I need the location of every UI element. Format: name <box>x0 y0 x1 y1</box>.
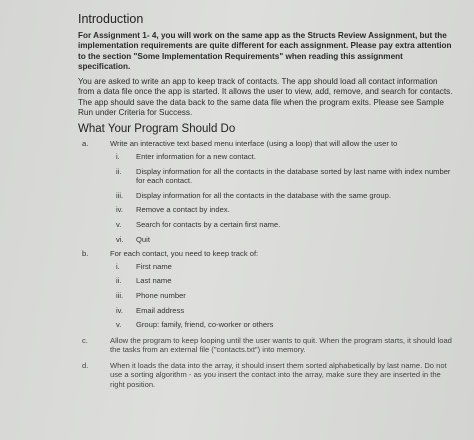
contact-fields-list <box>116 262 454 330</box>
list-marker: d. <box>82 360 89 370</box>
list-item <box>116 262 454 272</box>
list-marker: vi. <box>116 234 124 244</box>
list-item <box>116 291 454 301</box>
requirement-text: When it loads the data into the array, it should insert them sorted alphabetically by last name. Do not use a sorting algorithm - as you insert the contact into the array, make sure they are inserted in the right position. <box>110 360 447 390</box>
requirement-text: Write an interactive text based menu interface (using a loop) that will allow the user to <box>110 139 398 149</box>
list-item-text: Enter information for a new contact. <box>136 151 256 161</box>
list-marker: a. <box>82 139 89 149</box>
list-item-text: Email address <box>136 305 185 315</box>
list-item <box>116 152 454 162</box>
section-title: What Your Program Should Do <box>78 123 236 136</box>
list-item-text: Remove a contact by index. <box>136 205 230 215</box>
list-item-text: Last name <box>136 276 172 286</box>
intro-bold-paragraph: For Assignment 1- 4, you will work on the same app as the Structs Review Assignment, but the implementation requirements are quite different for each assignment. Please pay extra attention to the section "Some Implementation Requirements" when reading this assignment specification. <box>78 31 452 71</box>
list-marker: iii. <box>116 290 124 300</box>
list-item <box>116 306 454 316</box>
list-item <box>116 205 454 215</box>
list-marker: iii. <box>116 190 124 200</box>
requirement-text: For each contact, you need to keep track of: <box>110 249 259 259</box>
list-item-text: Phone number <box>136 290 186 300</box>
requirements-section <box>78 139 454 389</box>
requirement-a <box>82 139 454 149</box>
list-item <box>116 220 454 230</box>
page-title: Introduction <box>78 12 144 26</box>
list-item <box>116 276 454 286</box>
menu-items-list <box>116 152 454 244</box>
list-item <box>116 320 454 330</box>
list-item-text: Group: family, friend, co-worker or others <box>136 320 274 330</box>
list-item-text: First name <box>136 261 172 271</box>
list-item-text: Quit <box>136 234 150 244</box>
list-item-text: Display information for all the contacts in the database with the same group. <box>136 190 391 200</box>
requirement-b <box>82 249 454 259</box>
list-marker: i. <box>116 151 120 161</box>
list-item-text: Display information for all the contacts in the database sorted by last name with index number for each contact. <box>136 166 451 186</box>
list-marker: c. <box>82 335 88 345</box>
requirement-d <box>82 360 454 390</box>
list-item <box>116 167 454 186</box>
list-item <box>116 235 454 245</box>
list-item <box>116 191 454 201</box>
intro-paragraph: You are asked to write an app to keep track of contacts. The app should load all contact information from a data file once the app is started. It allows the user to view, add, remove, and search for contacts. The app should save the data back to the same data file when the program exits. Please see Sample Run under Criteria for Success. <box>78 77 453 118</box>
list-marker: ii. <box>116 276 122 286</box>
list-marker: b. <box>82 249 89 259</box>
list-marker: i. <box>116 261 120 271</box>
requirement-text: Allow the program to keep looping until the user wants to quit. When the program starts, it should load the tasks from an external file ("contacts.txt") into memory. <box>110 335 452 355</box>
list-marker: ii. <box>116 166 122 176</box>
list-marker: v. <box>116 320 122 330</box>
list-marker: iv. <box>116 205 124 215</box>
list-marker: v. <box>116 219 122 229</box>
list-marker: iv. <box>116 305 124 315</box>
list-item-text: Search for contacts by a certain first name. <box>136 219 281 229</box>
requirement-c <box>82 335 454 355</box>
